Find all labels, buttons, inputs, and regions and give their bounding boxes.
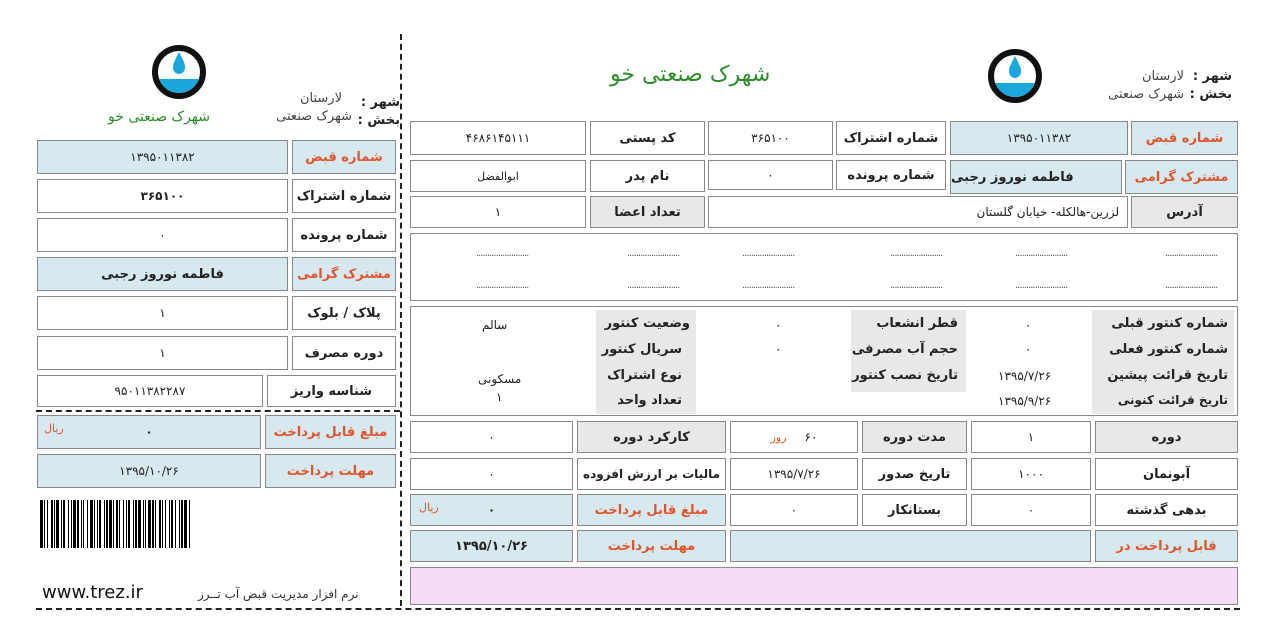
vat-label: مالیات بر ارزش افزوده — [577, 458, 726, 490]
note-dots: ........................ — [890, 280, 943, 291]
stub-payment-id-label: شناسه واریز — [267, 375, 396, 407]
curr-read: ۱۳۹۵/۹/۲۶ — [998, 394, 1052, 408]
note-dots: ........................ — [742, 280, 795, 291]
duration-label: مدت دوره — [862, 421, 967, 453]
barcode-bar — [155, 500, 156, 548]
barcode-bar — [76, 500, 77, 548]
barcode-bar — [87, 500, 88, 548]
note-dots: ........................ — [627, 248, 680, 259]
stub-file-label: شماره پرونده — [292, 218, 396, 252]
barcode-bar — [104, 500, 105, 548]
barcode-bar — [165, 500, 166, 548]
barcode-bar — [119, 500, 120, 548]
water-drop-logo-icon — [152, 45, 206, 99]
sub-type: مسکونی — [478, 372, 522, 386]
debt-label: بدهی گذشته — [1095, 494, 1238, 526]
volume-label: حجم آب مصرفی — [851, 342, 958, 357]
barcode-bar — [62, 500, 63, 548]
stub-title: شهرک صنعتی خو — [108, 109, 210, 125]
barcode-bar — [120, 500, 123, 548]
barcode-bar — [93, 500, 94, 548]
deadline-label: مهلت پرداخت — [577, 530, 726, 562]
stub-plate-label: پلاک / بلوک — [292, 296, 396, 330]
stub-plate: ۱ — [37, 296, 288, 330]
barcode-bar — [126, 500, 127, 548]
barcode-bar — [179, 500, 180, 548]
barcode-bar — [187, 500, 189, 548]
barcode-bar — [159, 500, 161, 548]
customer-label: مشترک گرامی — [1125, 160, 1238, 194]
barcode-bar — [137, 500, 138, 548]
barcode-bar — [130, 500, 133, 548]
barcode-bar — [51, 500, 53, 548]
issue-label: تاریخ صدور — [862, 458, 967, 490]
customer-name: فاطمه نوروز رجبی — [950, 160, 1122, 194]
barcode-bar — [152, 500, 154, 548]
barcode-bar — [143, 500, 144, 548]
barcode-bar — [88, 500, 90, 548]
barcode-bar — [133, 500, 134, 548]
barcode-bar — [77, 500, 79, 548]
diameter: ۰ — [775, 318, 782, 332]
barcode-bar — [59, 500, 61, 548]
barcode-bar — [166, 500, 169, 548]
barcode-bar — [73, 500, 76, 548]
duration-unit: روز — [770, 430, 787, 444]
usage: ۰ — [410, 421, 573, 453]
note-dots: ........................ — [1015, 248, 1068, 259]
stub-subscription-label: شماره اشتراک — [292, 179, 396, 213]
barcode-bar — [145, 500, 146, 548]
barcode-bar — [108, 500, 109, 548]
pink-strip — [410, 567, 1238, 605]
barcode-bar — [45, 500, 47, 548]
barcode-bar — [61, 500, 62, 548]
stub-city-value: لارستان — [299, 91, 342, 106]
period-label: دوره — [1095, 421, 1238, 453]
barcode-bar — [95, 500, 97, 548]
debt: ۰ — [971, 494, 1091, 526]
stub-file: ۰ — [37, 218, 288, 252]
note-dots: ........................ — [476, 248, 529, 259]
barcode-bar — [98, 500, 99, 548]
father-name: ابوالفضل — [410, 160, 586, 192]
stub-period-label: دوره مصرف — [292, 336, 396, 370]
subscription: ۳۶۵۱۰۰ — [708, 121, 833, 155]
curr-meter: ۰ — [1025, 342, 1032, 356]
barcode-bar — [97, 500, 98, 548]
notes-box — [410, 233, 1238, 301]
address-label: آدرس — [1131, 196, 1238, 228]
barcode-bar — [169, 500, 170, 548]
note-dots: ........................ — [627, 280, 680, 291]
payable-at — [730, 530, 1091, 562]
stub-subscription: ۳۶۵۱۰۰ — [37, 179, 288, 213]
barcode-bar — [118, 500, 119, 548]
note-dots: ........................ — [476, 280, 529, 291]
stub-payable-label: مبلغ قابل پرداخت — [265, 415, 396, 449]
barcode-bar — [190, 500, 191, 548]
cut-line-vertical — [400, 34, 402, 606]
note-dots: ........................ — [1015, 280, 1068, 291]
barcode-bar — [156, 500, 159, 548]
period: ۱ — [971, 421, 1091, 453]
duration: ۶۰ — [804, 430, 818, 444]
bill-number: ۱۳۹۵۰۱۱۳۸۲ — [950, 121, 1128, 155]
payable-at-label: قابل پرداخت در — [1095, 530, 1238, 562]
barcode-bar — [134, 500, 135, 548]
barcode-bar — [94, 500, 95, 548]
barcode-bar — [65, 500, 68, 548]
curr-read-label: تاریخ قرائت کنونی — [1117, 393, 1228, 407]
barcode-bar — [71, 500, 72, 548]
section-value: شهرک صنعتی — [1108, 87, 1184, 102]
payable-label: مبلغ قابل پرداخت — [577, 494, 726, 526]
stub-bill-number-label: شماره قبض — [292, 140, 396, 174]
barcode-bar — [148, 500, 151, 548]
meter-status: سالم — [482, 318, 508, 332]
stub-deadline-label: مهلت پرداخت — [265, 454, 396, 488]
stub-payable-amount: ۰ — [145, 425, 153, 439]
barcode-bar — [146, 500, 148, 548]
barcode-bar — [109, 500, 112, 548]
stub-payable-currency: ریال — [44, 422, 64, 435]
barcode-bar — [106, 500, 108, 548]
barcode-bar — [54, 500, 55, 548]
barcode-bar — [55, 500, 56, 548]
barcode-bar — [83, 500, 84, 548]
stub-customer: فاطمه نوروز رجبی — [37, 257, 288, 291]
barcode-bar — [127, 500, 128, 548]
curr-meter-label: شماره کنتور فعلی — [1109, 342, 1228, 357]
creditor-label: بستانکار — [862, 494, 967, 526]
barcode-bar — [180, 500, 181, 548]
barcode-bar — [68, 500, 69, 548]
barcode-bar — [135, 500, 137, 548]
stub-deadline: ۱۳۹۵/۱۰/۲۶ — [37, 454, 261, 488]
barcode-bar — [44, 500, 45, 548]
units-label: تعداد واحد — [617, 393, 682, 408]
units: ۱ — [496, 390, 503, 404]
members-label: تعداد اعضا — [590, 196, 705, 228]
creditor: ۰ — [730, 494, 858, 526]
barcode-bar — [128, 500, 130, 548]
barcode-bar — [162, 500, 163, 548]
section-label: بخش : — [1189, 87, 1232, 102]
volume: ۰ — [775, 342, 782, 356]
barcode-bar — [173, 500, 175, 548]
postal-code: ۴۶۸۶۱۴۵۱۱۱ — [410, 121, 586, 155]
stub-section-label: بخش : — [357, 113, 400, 128]
note-dots: ........................ — [1165, 280, 1218, 291]
stub-period: ۱ — [37, 336, 288, 370]
barcode-bar — [183, 500, 184, 548]
prev-read: ۱۳۹۵/۷/۲۶ — [998, 369, 1052, 383]
stub-payable-cell — [37, 415, 261, 449]
barcode-bar — [84, 500, 87, 548]
barcode-bar — [40, 500, 43, 548]
stub-bill-number: ۱۳۹۵۰۱۱۳۸۲ — [37, 140, 288, 174]
barcode-bar — [154, 500, 155, 548]
bill-number-label: شماره قبض — [1131, 121, 1238, 155]
fee-label: آبونمان — [1095, 458, 1238, 490]
barcode-bar — [116, 500, 118, 548]
usage-label: کارکرد دوره — [577, 421, 726, 453]
barcode-bar — [79, 500, 81, 548]
barcode-bar — [175, 500, 176, 548]
file-number: ۰ — [708, 160, 833, 190]
prev-meter: ۰ — [1025, 318, 1032, 332]
barcode-bar — [138, 500, 141, 548]
water-drop-logo-icon — [988, 49, 1042, 103]
barcode-bar — [48, 500, 51, 548]
barcode-bar — [101, 500, 104, 548]
prev-meter-label: شماره کنتور قبلی — [1111, 316, 1228, 331]
diameter-label: قطر انشعاب — [876, 316, 958, 331]
barcode-bar — [189, 500, 190, 548]
status-label: وضعیت کنتور — [604, 316, 690, 331]
deadline: ۱۳۹۵/۱۰/۲۶ — [410, 530, 573, 562]
cut-line-horizontal — [36, 608, 1240, 610]
barcode-bar — [43, 500, 44, 548]
stub-section-value: شهرک صنعتی — [276, 109, 352, 124]
issue-date: ۱۳۹۵/۷/۲۶ — [730, 458, 858, 490]
city-value: لارستان — [1141, 69, 1184, 84]
note-dots: ........................ — [742, 248, 795, 259]
bill-title: شهرک صنعتی خو — [610, 62, 771, 87]
payable-amount: ۰ — [487, 503, 496, 517]
stub-separator — [36, 410, 400, 412]
stub-city-label: شهر : — [360, 95, 400, 110]
barcode-bar — [105, 500, 106, 548]
payable-cell — [410, 494, 573, 526]
barcode-bar — [163, 500, 165, 548]
barcode-bar — [72, 500, 73, 548]
website[interactable]: www.trez.ir — [42, 582, 143, 603]
barcode-bar — [123, 500, 124, 548]
barcode-bar — [170, 500, 171, 548]
barcode-bar — [114, 500, 116, 548]
barcode-bar — [112, 500, 113, 548]
barcode-bar — [124, 500, 126, 548]
barcode-bar — [161, 500, 162, 548]
barcode-bar — [176, 500, 179, 548]
barcode-bar — [151, 500, 152, 548]
note-dots: ........................ — [1165, 248, 1218, 259]
barcode-bar — [56, 500, 59, 548]
install-label: تاریخ نصب کنتور — [852, 368, 958, 383]
members: ۱ — [410, 196, 586, 228]
barcode-bar — [47, 500, 48, 548]
barcode-bar — [63, 500, 65, 548]
subscription-label: شماره اشتراک — [836, 121, 946, 155]
barcode-bar — [113, 500, 114, 548]
barcode-bar — [82, 500, 83, 548]
barcode-bar — [141, 500, 143, 548]
barcode-bar — [53, 500, 54, 548]
payable-currency: ریال — [419, 501, 439, 514]
barcode-bar — [90, 500, 93, 548]
prev-read-label: تاریخ قرائت پیشین — [1107, 368, 1228, 383]
barcode-bar — [181, 500, 183, 548]
duration-cell — [730, 421, 858, 453]
note-dots: ........................ — [890, 248, 943, 259]
barcode-bar — [184, 500, 187, 548]
father-label: نام پدر — [590, 160, 705, 192]
stub-customer-label: مشترک گرامی — [292, 257, 396, 291]
stub-payment-id: ۹۵۰۱۱۳۸۲۲۸۷ — [37, 375, 263, 407]
barcode-bar — [99, 500, 101, 548]
software-name: نرم افزار مدیریت قبض آب تــرز — [198, 587, 359, 601]
serial-label: سریال کنتور — [601, 342, 682, 357]
barcode-icon — [40, 500, 394, 548]
postal-label: کد پستی — [590, 121, 705, 155]
barcode-bar — [171, 500, 173, 548]
barcode-bar — [144, 500, 145, 548]
barcode-bar — [69, 500, 71, 548]
vat: ۰ — [410, 458, 573, 490]
sub-type-label: نوع اشتراک — [607, 368, 682, 383]
city-label: شهر : — [1192, 69, 1232, 84]
fee: ۱۰۰۰ — [971, 458, 1091, 490]
barcode-bar — [81, 500, 82, 548]
address: لزرین-هالکله- خیابان گلستان — [708, 196, 1128, 228]
file-label: شماره پرونده — [836, 160, 946, 190]
